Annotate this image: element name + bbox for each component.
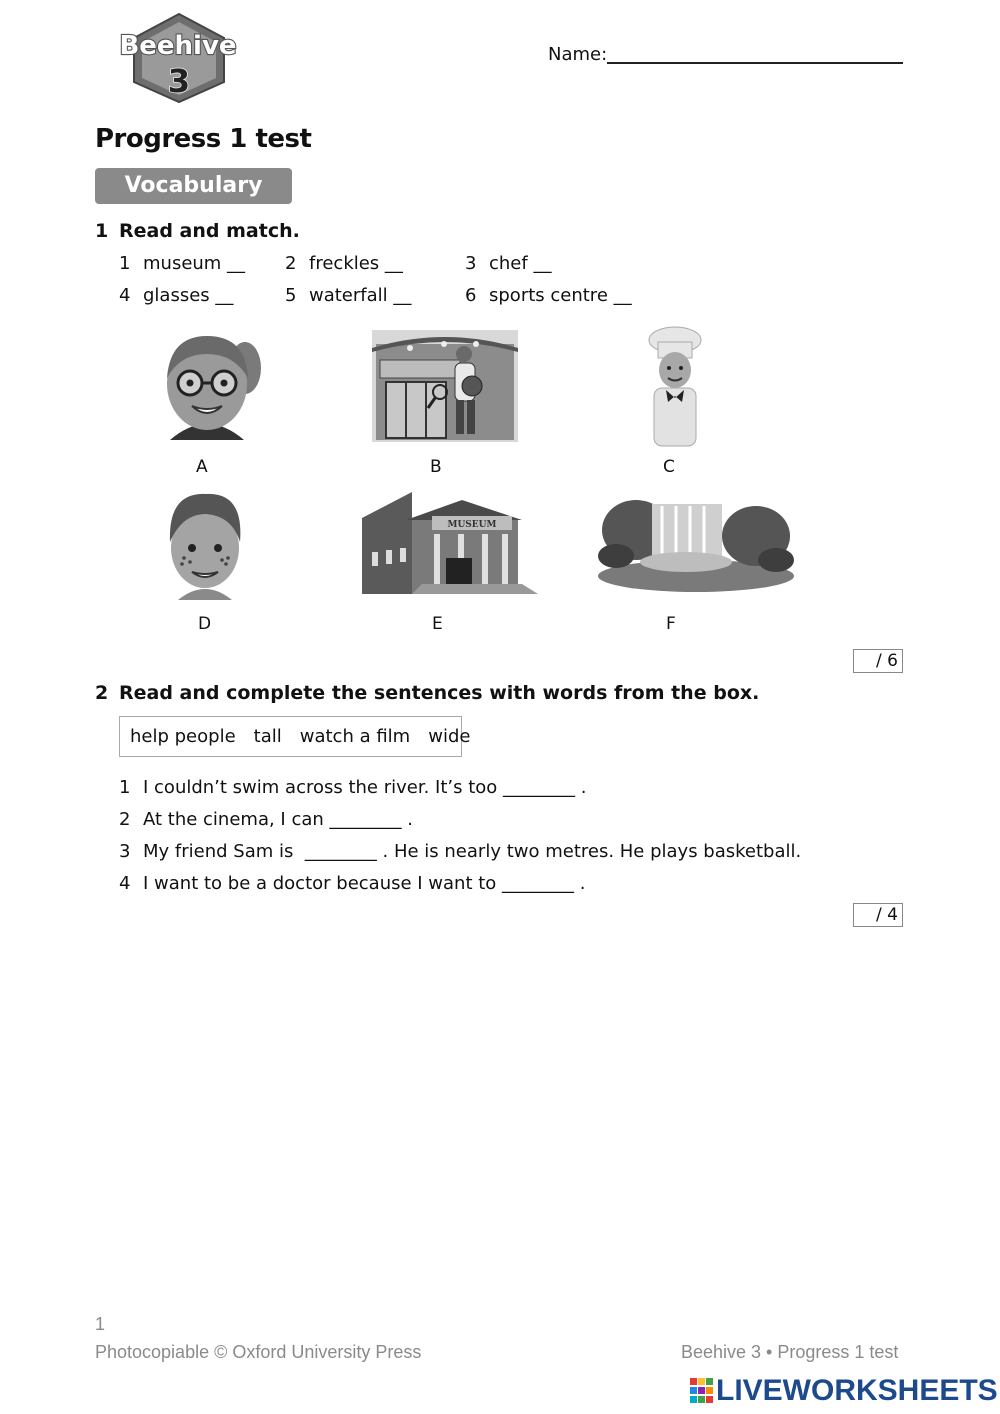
picture-chef [640, 326, 712, 452]
q2-number: 2 [95, 682, 109, 704]
q2-heading [95, 682, 759, 704]
q2-instruction: Read and complete the sentences with words from the box. [119, 682, 760, 704]
footer-copyright: Photocopiable © Oxford University Press [95, 1342, 422, 1362]
picture-label-d: D [198, 614, 212, 634]
logo-word: Beehive [119, 31, 237, 61]
q2-sentence-4[interactable]: 4 I want to be a doctor because I want to ________ . [119, 873, 586, 894]
page-title: Progress 1 test [95, 124, 312, 154]
picture-label-c: C [663, 457, 675, 477]
page-number: 1 [95, 1314, 106, 1334]
picture-label-a: A [196, 457, 208, 477]
museum-sign: MUSEUM [447, 520, 497, 530]
q2-sentence-3[interactable]: 3 My friend Sam is ________ . He is nearly two metres. He plays basketball. [119, 841, 802, 862]
section-tag: Vocabulary [95, 168, 292, 204]
name-input-line[interactable] [607, 62, 903, 64]
liveworksheets-brand: LIVEWORKSHEETS [716, 1374, 998, 1407]
picture-label-b: B [430, 457, 442, 477]
q1-instruction: Read and match. [119, 220, 300, 242]
word-box-item: watch a film [299, 726, 411, 747]
picture-waterfall [596, 490, 796, 598]
word-box [119, 716, 471, 757]
q1-item-3[interactable]: 3 chef __ [465, 253, 552, 274]
picture-boy-freckles [160, 486, 250, 606]
beehive-logo [112, 12, 247, 104]
q1-heading [95, 220, 300, 242]
q1-number: 1 [95, 220, 109, 242]
word-box-item: tall [253, 726, 282, 747]
q2-sentence-1[interactable]: 1 I couldn’t swim across the river. It’s too ________ . [119, 777, 587, 798]
q1-item-2[interactable]: 2 freckles __ [285, 253, 403, 274]
q1-item-5[interactable]: 5 waterfall __ [285, 285, 412, 306]
q1-item-6[interactable]: 6 sports centre __ [465, 285, 632, 306]
logo-number: 3 [167, 62, 191, 100]
footer-title: Beehive 3 • Progress 1 test [681, 1342, 899, 1362]
picture-label-f: F [666, 614, 676, 634]
picture-museum [362, 490, 538, 602]
word-box-item: wide [428, 726, 471, 747]
q1-item-1[interactable]: 1 museum __ [119, 253, 246, 274]
q1-item-4[interactable]: 4 glasses __ [119, 285, 234, 306]
picture-sports-centre [372, 330, 518, 446]
q2-sentence-2[interactable]: 2 At the cinema, I can ________ . [119, 809, 413, 830]
liveworksheets-logo-icon [690, 1378, 714, 1404]
picture-girl-glasses [150, 328, 265, 447]
name-label: Name: [548, 44, 608, 65]
q1-score-box[interactable]: / 6 [853, 649, 903, 673]
q2-score-box[interactable]: / 4 [853, 903, 903, 927]
word-box-item: help people [130, 726, 236, 747]
picture-label-e: E [432, 614, 443, 634]
